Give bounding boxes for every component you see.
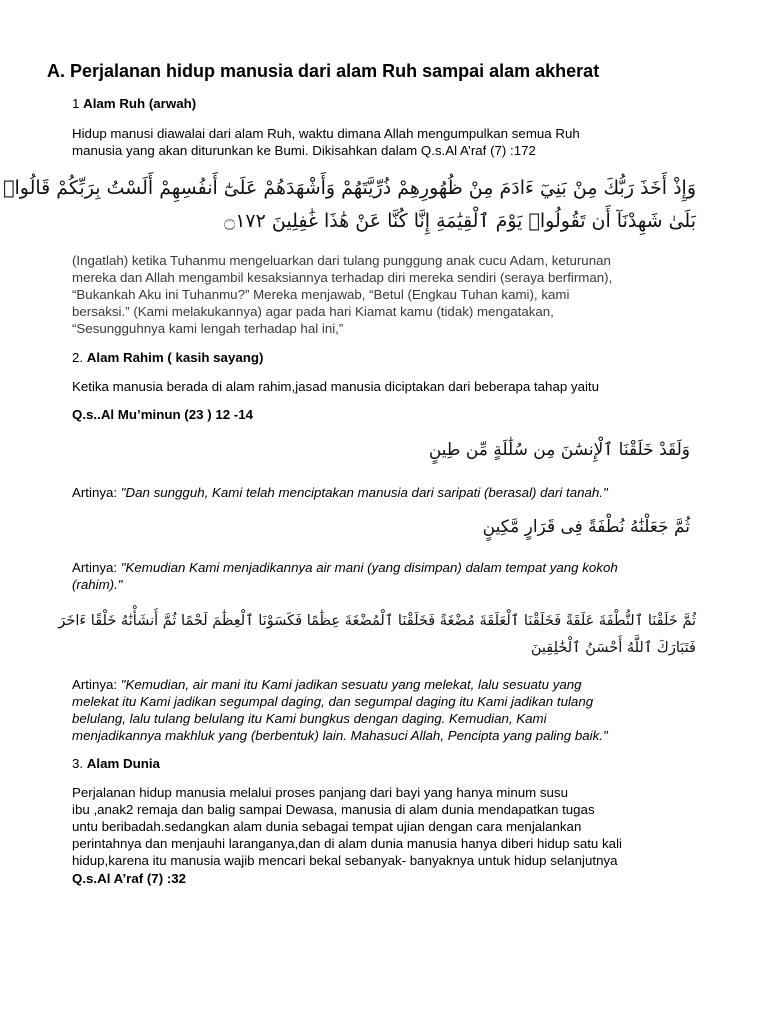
text-line: manusia yang akan diturunkan ke Bumi. Dikisahkan dalam Q.s.Al A’raf (7) :172 xyxy=(72,143,536,158)
reference-muminun: Q.s..Al Mu’minun (23 ) 12 -14 xyxy=(72,407,254,422)
subheading-title: Alam Ruh (arwah) xyxy=(83,96,197,111)
verse-3-translation xyxy=(72,676,712,744)
arabic-line: بَلَىٰ شَهِدْنَآ أَن تَقُولُوا۟ يَوْمَ ٱلْقِيَٰمَةِ إِنَّا كُنَّا عَنْ هَٰذَا غَٰفِلِينَ ۝١٧٢ xyxy=(224,210,696,232)
arabic-line: فَتَبَارَكَ ٱللَّهُ أَحْسَنُ ٱلْخَٰلِقِينَ xyxy=(530,640,696,656)
translation-text: "Dan sungguh, Kami telah menciptakan manusia dari saripati (berasal) dari tanah." xyxy=(120,485,608,500)
text-line: “Sesungguhnya kami lengah terhadap hal ini,” xyxy=(72,321,344,336)
subheading-alam-ruh xyxy=(72,96,196,111)
alam-ruh-intro xyxy=(72,125,712,159)
translation-text: "Kemudian, air mani itu Kami jadikan sesuatu yang melekat, lalu sesuatu yang xyxy=(120,677,582,692)
text-line: (Ingatlah) ketika Tuhanmu mengeluarkan dari tulang punggung anak cucu Adam, keturunan xyxy=(72,253,611,268)
subheading-number: 1 xyxy=(72,96,80,111)
text-line: ibu ,anak2 remaja dan balig sampai Dewasa, manusia di alam dunia mendapatkan tugas xyxy=(72,802,595,817)
text-line: “Bukankah Aku ini Tuhanmu?” Mereka menjawab, “Betul (Engkau Tuhan kami), kami xyxy=(72,287,570,302)
text-line xyxy=(72,559,712,576)
arabic-line: ثُمَّ خَلَقْنَا ٱلنُّطْفَةَ عَلَقَةً فَخَلَقْنَا ٱلْعَلَقَةَ مُضْغَةً فَخَلَقْنَا ٱلْمُضْغَةَ عِظَٰمًا فَكَسَوْنَا ٱلْعِظَٰمَ لَحْمًا ثُمَّ أَنشَأْنَٰهُ خَلْقًا ءَاخَرَ xyxy=(58,613,696,629)
arabic-line: وَإِذْ أَخَذَ رَبُّكَ مِنْ بَنِيٓ ءَادَمَ مِنْ ظُهُورِهِمْ ذُرِّيَّتَهُمْ وَأَشْهَدَهُمْ عَلَىٰٓ أَنفُسِهِمْ أَلَسْتُ بِرَبِّكُمْ قَالُوا۟ xyxy=(3,177,696,199)
verse-2-translation xyxy=(72,559,712,593)
text-line: belulang, lalu tulang belulang itu Kami bungkus dengan daging. Kemudian, Kami xyxy=(72,711,547,726)
artinya-label: Artinya: xyxy=(72,677,121,692)
text-line xyxy=(72,484,712,501)
alam-dunia-body xyxy=(72,784,712,869)
text-line: menjadikannya makhluk yang (berbentuk) lain. Mahasuci Allah, Pencipta yang paling baik." xyxy=(72,728,608,743)
text-line xyxy=(72,676,712,693)
text-line: untu beribadah.sedangkan alam dunia sebagai tempat ujian dengan cara menjalankan xyxy=(72,819,582,834)
subheading-number: 3. xyxy=(72,756,84,771)
text-line: mereka dan Allah mengambil kesaksiannya terhadap diri mereka sendiri (seraya berfirman), xyxy=(72,270,613,285)
text-line: Ketika manusia berada di alam rahim,jasad manusia diciptakan dari beberapa tahap yaitu xyxy=(72,379,600,394)
arabic-verse-2 xyxy=(483,513,690,541)
text-line: perintahnya dan menjauhi laranganya,dan di alam dunia manusia hanya diberi hidup satu kali xyxy=(72,836,622,851)
subheading-number: 2. xyxy=(72,350,84,365)
alam-ruh-translation xyxy=(72,252,712,337)
arabic-line: ثُمَّ جَعَلْنَٰهُ نُطْفَةً فِى قَرَارٍ مَّكِينٍ xyxy=(482,517,690,537)
artinya-label: Artinya: xyxy=(72,560,121,575)
text-line: Perjalanan hidup manusia melalui proses panjang dari bayi yang hanya minum susu xyxy=(72,785,568,800)
arabic-verse-araf-172 xyxy=(3,172,696,238)
arabic-verse-3 xyxy=(58,608,696,662)
text-line: (rahim)." xyxy=(72,577,123,592)
arabic-line: وَلَقَدْ خَلَقْنَا ٱلْإِنسَٰنَ مِن سُلَٰلَةٍ مِّن طِينٍ xyxy=(428,440,690,460)
text-line: hidup,karena itu manusia wajib mencari bekal sebanyak- banyaknya untuk hidup selanjutnya xyxy=(72,853,618,868)
arabic-verse-1 xyxy=(429,436,690,464)
alam-rahim-intro xyxy=(72,378,712,395)
text-line: melekat itu Kami jadikan segumpal daging, dan segumpal daging itu Kami jadikan tulang xyxy=(72,694,594,709)
translation-text: "Kemudian Kami menjadikannya air mani (yang disimpan) dalam tempat yang kokoh xyxy=(120,560,618,575)
subheading-title: Alam Rahim ( kasih sayang) xyxy=(86,350,264,365)
subheading-alam-rahim xyxy=(72,350,263,365)
subheading-title: Alam Dunia xyxy=(86,756,160,771)
reference-araf-32: Q.s.Al A’raf (7) :32 xyxy=(72,871,187,886)
text-line: bersaksi.” (Kami melakukannya) agar pada hari Kiamat kamu (tidak) mengatakan, xyxy=(72,304,554,319)
section-heading: A. Perjalanan hidup manusia dari alam Ruh sampai alam akherat xyxy=(47,61,600,81)
artinya-label: Artinya: xyxy=(72,485,121,500)
verse-1-translation xyxy=(72,484,712,501)
text-line: Hidup manusi diawalai dari alam Ruh, waktu dimana Allah mengumpulkan semua Ruh xyxy=(72,126,580,141)
subheading-alam-dunia xyxy=(72,756,160,771)
